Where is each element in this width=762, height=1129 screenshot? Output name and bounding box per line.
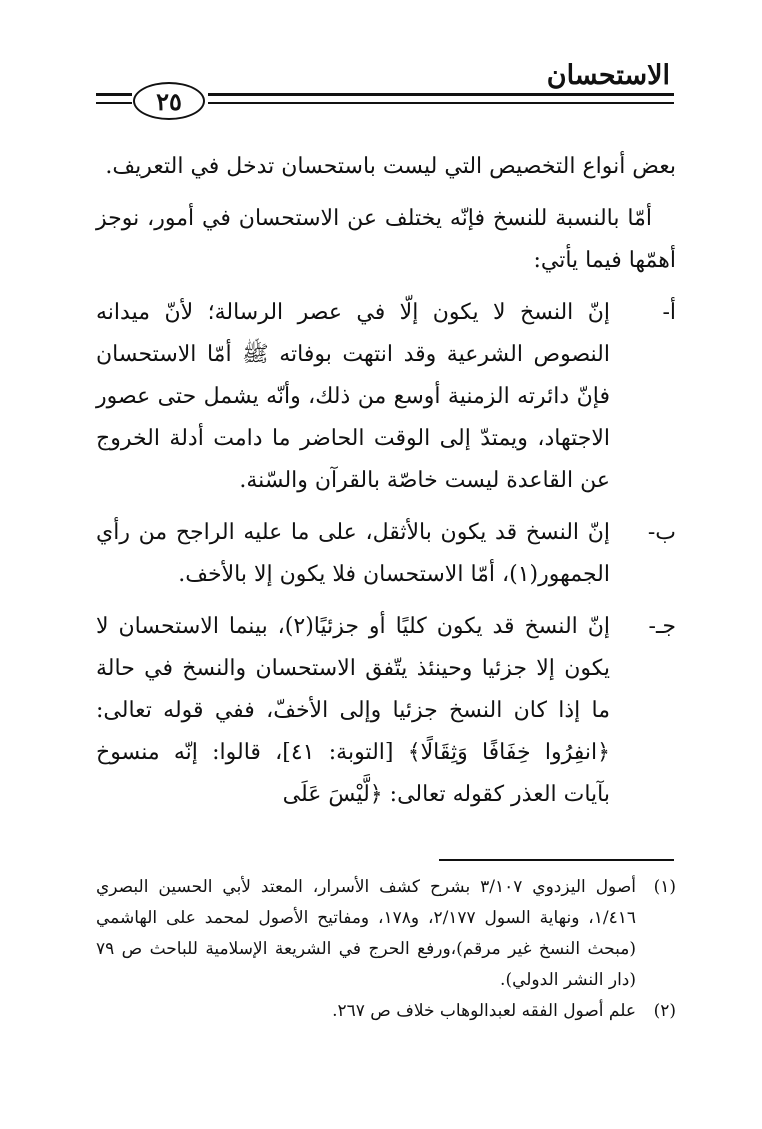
list-item xyxy=(96,606,676,816)
header-rule-left-bottom xyxy=(96,102,132,104)
list-item xyxy=(96,512,676,596)
page-number: ٢٥ xyxy=(133,82,205,120)
list-item-marker: ب- xyxy=(647,520,676,545)
header-rule-right-top xyxy=(208,93,674,96)
list-item-marker: أ- xyxy=(662,300,676,325)
header-rule-right-bottom xyxy=(208,102,674,104)
footnote-marker: (٢) xyxy=(653,1001,676,1021)
list-item-marker: جـ- xyxy=(648,614,676,639)
running-header-title: الاستحسان xyxy=(546,60,670,91)
paragraph-intro: بعض أنواع التخصيص التي ليست باستحسان تدخل في التعريف. xyxy=(105,154,676,179)
list-item-text: إنّ النسخ قد يكون كليًا أو جزئيًا(٢)، بينما الاستحسان لا يكون إلا جزئيا وحينئذ يتّفق الاستحسان والنسخ في حالة ما إذا كان النسخ جزئيا وإلى الأخفّ، ففي قوله تعالى: ﴿انفِرُوا خِفَافًا وَثِقَالًا﴾ [التوبة: ٤١]، قالوا: إنّه منسوخ بآيات العذر كقوله تعالى: ﴿لَّيْسَ عَلَى xyxy=(96,614,610,807)
footnotes xyxy=(96,872,676,1027)
footnote-text: علم أصول الفقه لعبدالوهاب خلاف ص ٢٦٧. xyxy=(332,1001,636,1021)
footnote-text: أصول اليزدوي ٣/١٠٧ بشرح كشف الأسرار، المعتد لأبي الحسين البصري ١/٤١٦، ونهاية السول ٢/١٧٧، و١٧٨، ومفاتيح الأصول لمحمد على الهاشمي (مبحث النسخ غير مرقم)،ورفع الحرج في الشريعة الإسلامية للباحث ص ٧٩ (دار النشر الدولي). xyxy=(96,877,636,990)
list-item-text: إنّ النسخ لا يكون إلّا في عصر الرسالة؛ لأنّ ميدانه النصوص الشرعية وقد انتهت بوفاته ﷺ أمّا الاستحسان فإنّ دائرته الزمنية أوسع من ذلك، وأنّه يشمل حتى عصور الاجتهاد، ويمتدّ إلى الوقت الحاضر ما دامت أدلة الخروج عن القاعدة ليست خاصّة بالقرآن والسّنة. xyxy=(96,300,610,493)
footnote xyxy=(96,996,676,1027)
list-item xyxy=(96,292,676,502)
footnote xyxy=(96,872,676,996)
paragraph-lead: أمّا بالنسبة للنسخ فإنّه يختلف عن الاستحسان في أمور، نوجز أهمّها فيما يأتي: xyxy=(96,206,676,273)
list-item-text: إنّ النسخ قد يكون بالأثقل، على ما عليه الراجح من رأي الجمهور(١)، أمّا الاستحسان فلا يكون إلا بالأخف. xyxy=(96,520,610,587)
page-body xyxy=(96,146,676,816)
footnote-separator xyxy=(439,859,674,861)
header-rule-left-top xyxy=(96,93,132,96)
footnote-marker: (١) xyxy=(653,877,676,897)
